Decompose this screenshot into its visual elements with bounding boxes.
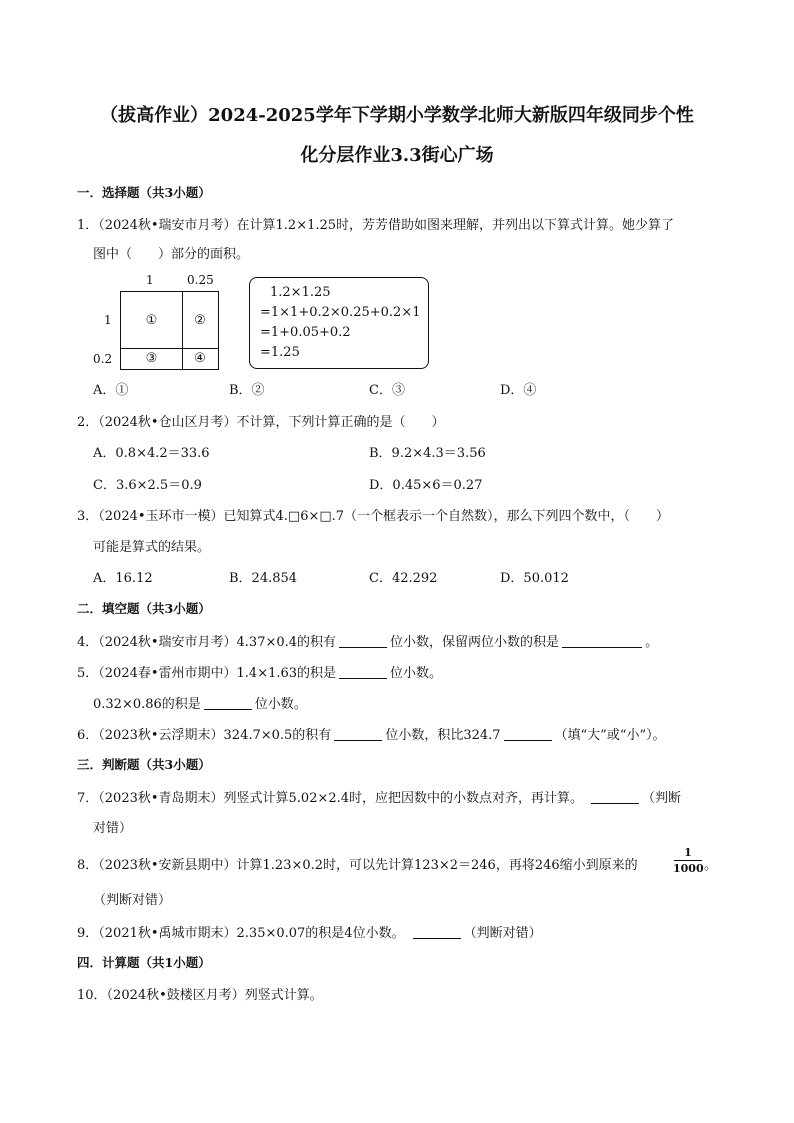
q4-blank-2[interactable] (562, 635, 642, 648)
q7-text-b: （判断 (642, 791, 682, 806)
question-6 (77, 728, 666, 742)
q8-text-b: （判断对错） (93, 893, 172, 908)
question-8-line-1: 8．（2023秋•安新县期中）计算1.23×0.2时，可以先计算123×2＝246，再将246缩小到原来的 (77, 858, 638, 873)
q8-period: 。 (704, 858, 718, 873)
q4-blank-1[interactable] (339, 635, 387, 648)
grid-left-label-2: 0.2 (93, 352, 113, 366)
q6-text-c: （填“大”或“小”）。 (554, 728, 666, 743)
q3-option-c[interactable]: C．42.292 (369, 571, 438, 586)
q1-option-d[interactable]: D．④ (500, 383, 537, 398)
calc-line-2: =1×1+0.2×0.25+0.2×1 (260, 305, 421, 320)
q4-text-b: 位小数，保留两位小数的积是 (390, 635, 560, 650)
grid-cell-3: ③ (120, 348, 183, 370)
question-1-line-2: 图中（ ）部分的面积。 (93, 247, 250, 262)
q6-blank-1[interactable] (334, 728, 382, 741)
question-9 (77, 926, 542, 940)
q9-blank[interactable] (413, 926, 461, 939)
q7-blank[interactable] (591, 791, 639, 804)
calculation-box (249, 277, 429, 369)
q3-option-b[interactable]: B．24.854 (229, 571, 298, 586)
question-5-line-2 (93, 697, 307, 711)
section-heading-calc: 四．计算题（共1小题） (77, 955, 211, 970)
document-title-line-1: （拔高作业）2024-2025学年下学期小学数学北师大新版四年级同步个性 (100, 105, 694, 126)
q5-blank-1[interactable] (339, 666, 387, 679)
question-1-line-1: 1．（2024秋•瑞安市月考）在计算1.2×1.25时，芳芳借助如图来理解，并列出以下算式计算。她少算了 (77, 218, 675, 233)
q5-text-d: 位小数。 (254, 697, 307, 712)
grid-left-label-1: 1 (104, 313, 112, 327)
grid-cell-2: ② (182, 291, 219, 349)
document-title-line-2: 化分层作业3.3街心广场 (300, 145, 494, 166)
question-2-line-1: 2．（2024秋•仓山区月考）不计算，下列计算正确的是（ ） (77, 415, 445, 430)
question-8-line-2 (93, 894, 171, 907)
q7-text-a: 7．（2023秋•青岛期末）列竖式计算5.02×2.4时，应把因数中的小数点对齐，再计算。 (77, 791, 584, 806)
q5-text-c: 0.32×0.86的积是 (93, 697, 201, 712)
q4-text-c: 。 (645, 635, 659, 650)
calc-line-3: =1+0.05+0.2 (260, 325, 351, 340)
q6-blank-2[interactable] (504, 728, 552, 741)
q5-text-a: 5．（2024春•雷州市期中）1.4×1.63的积是 (77, 666, 337, 681)
q3-option-a[interactable]: A．16.12 (93, 571, 153, 586)
section-heading-judge: 三．判断题（共3小题） (77, 757, 211, 772)
question-5-line-1 (77, 666, 442, 680)
q2-option-c[interactable]: C．3.6×2.5＝0.9 (93, 478, 202, 493)
question-10: 10．（2024秋•鼓楼区月考）列竖式计算。 (77, 988, 323, 1003)
section-heading-fill: 二．填空题（共3小题） (77, 601, 211, 616)
q9-text-a: 9．（2021秋•禹城市期末）2.35×0.07的积是4位小数。 (77, 926, 405, 941)
q4-text-a: 4．（2024秋•瑞安市月考）4.37×0.4的积有 (77, 635, 337, 650)
q1-option-b[interactable]: B．② (229, 383, 265, 398)
fraction-one-thousandth (673, 847, 703, 874)
grid-top-label-2: 0.25 (187, 273, 214, 287)
question-7-line-1 (77, 791, 681, 805)
section-heading-choice: 一．选择题（共3小题） (77, 185, 211, 200)
grid-cell-1: ① (120, 291, 183, 349)
q2-option-d[interactable]: D．0.45×6＝0.27 (369, 478, 483, 493)
q3-option-d[interactable]: D．50.012 (500, 571, 569, 586)
question-3-line-1: 3．（2024•玉环市一模）已知算式4.□6×□.7（一个框表示一个自然数），那么下列四个数中，（ ） (77, 509, 670, 524)
fraction-denominator: 1000 (673, 862, 704, 875)
calc-line-4: =1.25 (260, 345, 300, 360)
q5-text-b: 位小数。 (390, 666, 443, 681)
question-4 (77, 635, 658, 649)
q6-text-b: 位小数，积比324.7 (385, 728, 501, 743)
question-7-line-2: 对错） (93, 821, 133, 836)
q2-option-b[interactable]: B．9.2×4.3＝3.56 (369, 446, 486, 461)
q9-text-b: （判断对错） (463, 926, 542, 941)
calc-line-1: 1.2×1.25 (270, 285, 331, 300)
q6-text-a: 6．（2023秋•云浮期末）324.7×0.5的积有 (77, 728, 332, 743)
q1-option-c[interactable]: C．③ (369, 383, 405, 398)
question-3-line-2: 可能是算式的结果。 (93, 540, 211, 555)
q2-option-a[interactable]: A．0.8×4.2＝33.6 (93, 446, 210, 461)
q1-option-a[interactable]: A．① (93, 383, 129, 398)
grid-top-label-1: 1 (146, 273, 154, 287)
q5-blank-2[interactable] (204, 697, 252, 710)
fraction-numerator: 1 (684, 846, 692, 859)
grid-cell-4: ④ (182, 348, 219, 370)
